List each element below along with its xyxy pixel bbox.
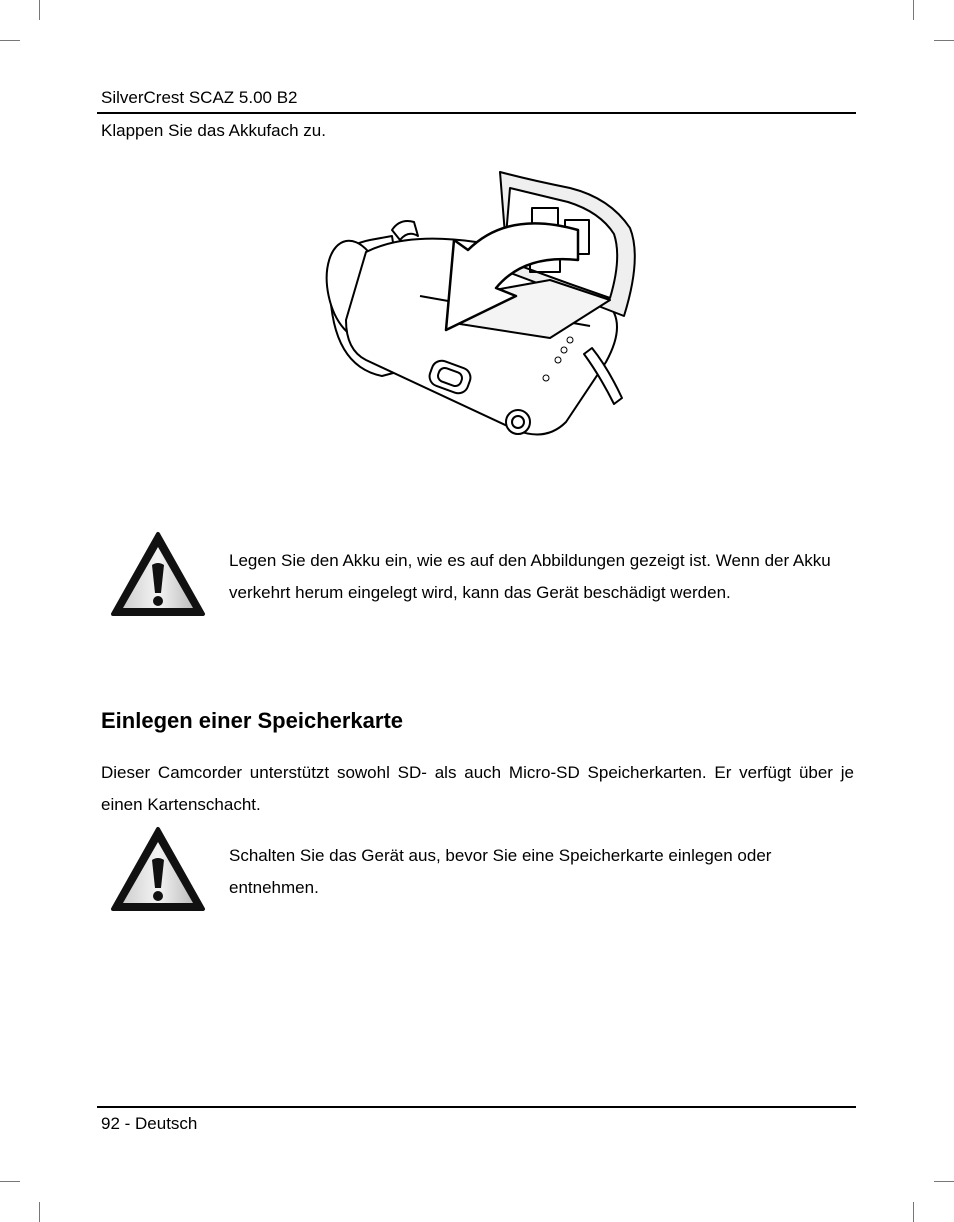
warning-triangle-icon bbox=[110, 531, 206, 617]
crop-mark bbox=[0, 1181, 20, 1182]
page-header-title: SilverCrest SCAZ 5.00 B2 bbox=[101, 88, 298, 107]
warning-triangle-icon bbox=[110, 826, 206, 912]
footer-rule bbox=[97, 1106, 856, 1108]
crop-mark bbox=[913, 1202, 914, 1222]
intro-text: Klappen Sie das Akkufach zu. bbox=[101, 121, 326, 140]
crop-mark bbox=[934, 40, 954, 41]
header-rule bbox=[97, 112, 856, 114]
warning-text: Schalten Sie das Gerät aus, bevor Sie eine Speicherkarte einlegen oder entnehmen. bbox=[229, 846, 772, 897]
warning-text: Legen Sie den Akku ein, wie es auf den Abbildungen gezeigt ist. Wenn der Akku verkehrt herum eingelegt wird, kann das Gerät beschädigt werden. bbox=[229, 551, 831, 602]
page-footer: 92 - Deutsch bbox=[101, 1114, 198, 1133]
section-body-text: Dieser Camcorder unterstützt sowohl SD- als auch Micro-SD Speicherkarten. Er verfügt über je einen Kartenschacht. bbox=[101, 763, 854, 814]
section-heading: Einlegen einer Speicherkarte bbox=[101, 708, 404, 733]
crop-mark bbox=[934, 1181, 954, 1182]
crop-mark bbox=[0, 40, 20, 41]
crop-mark bbox=[913, 0, 914, 20]
crop-mark bbox=[39, 0, 40, 20]
crop-mark bbox=[39, 1202, 40, 1222]
camcorder-illustration bbox=[320, 168, 640, 460]
